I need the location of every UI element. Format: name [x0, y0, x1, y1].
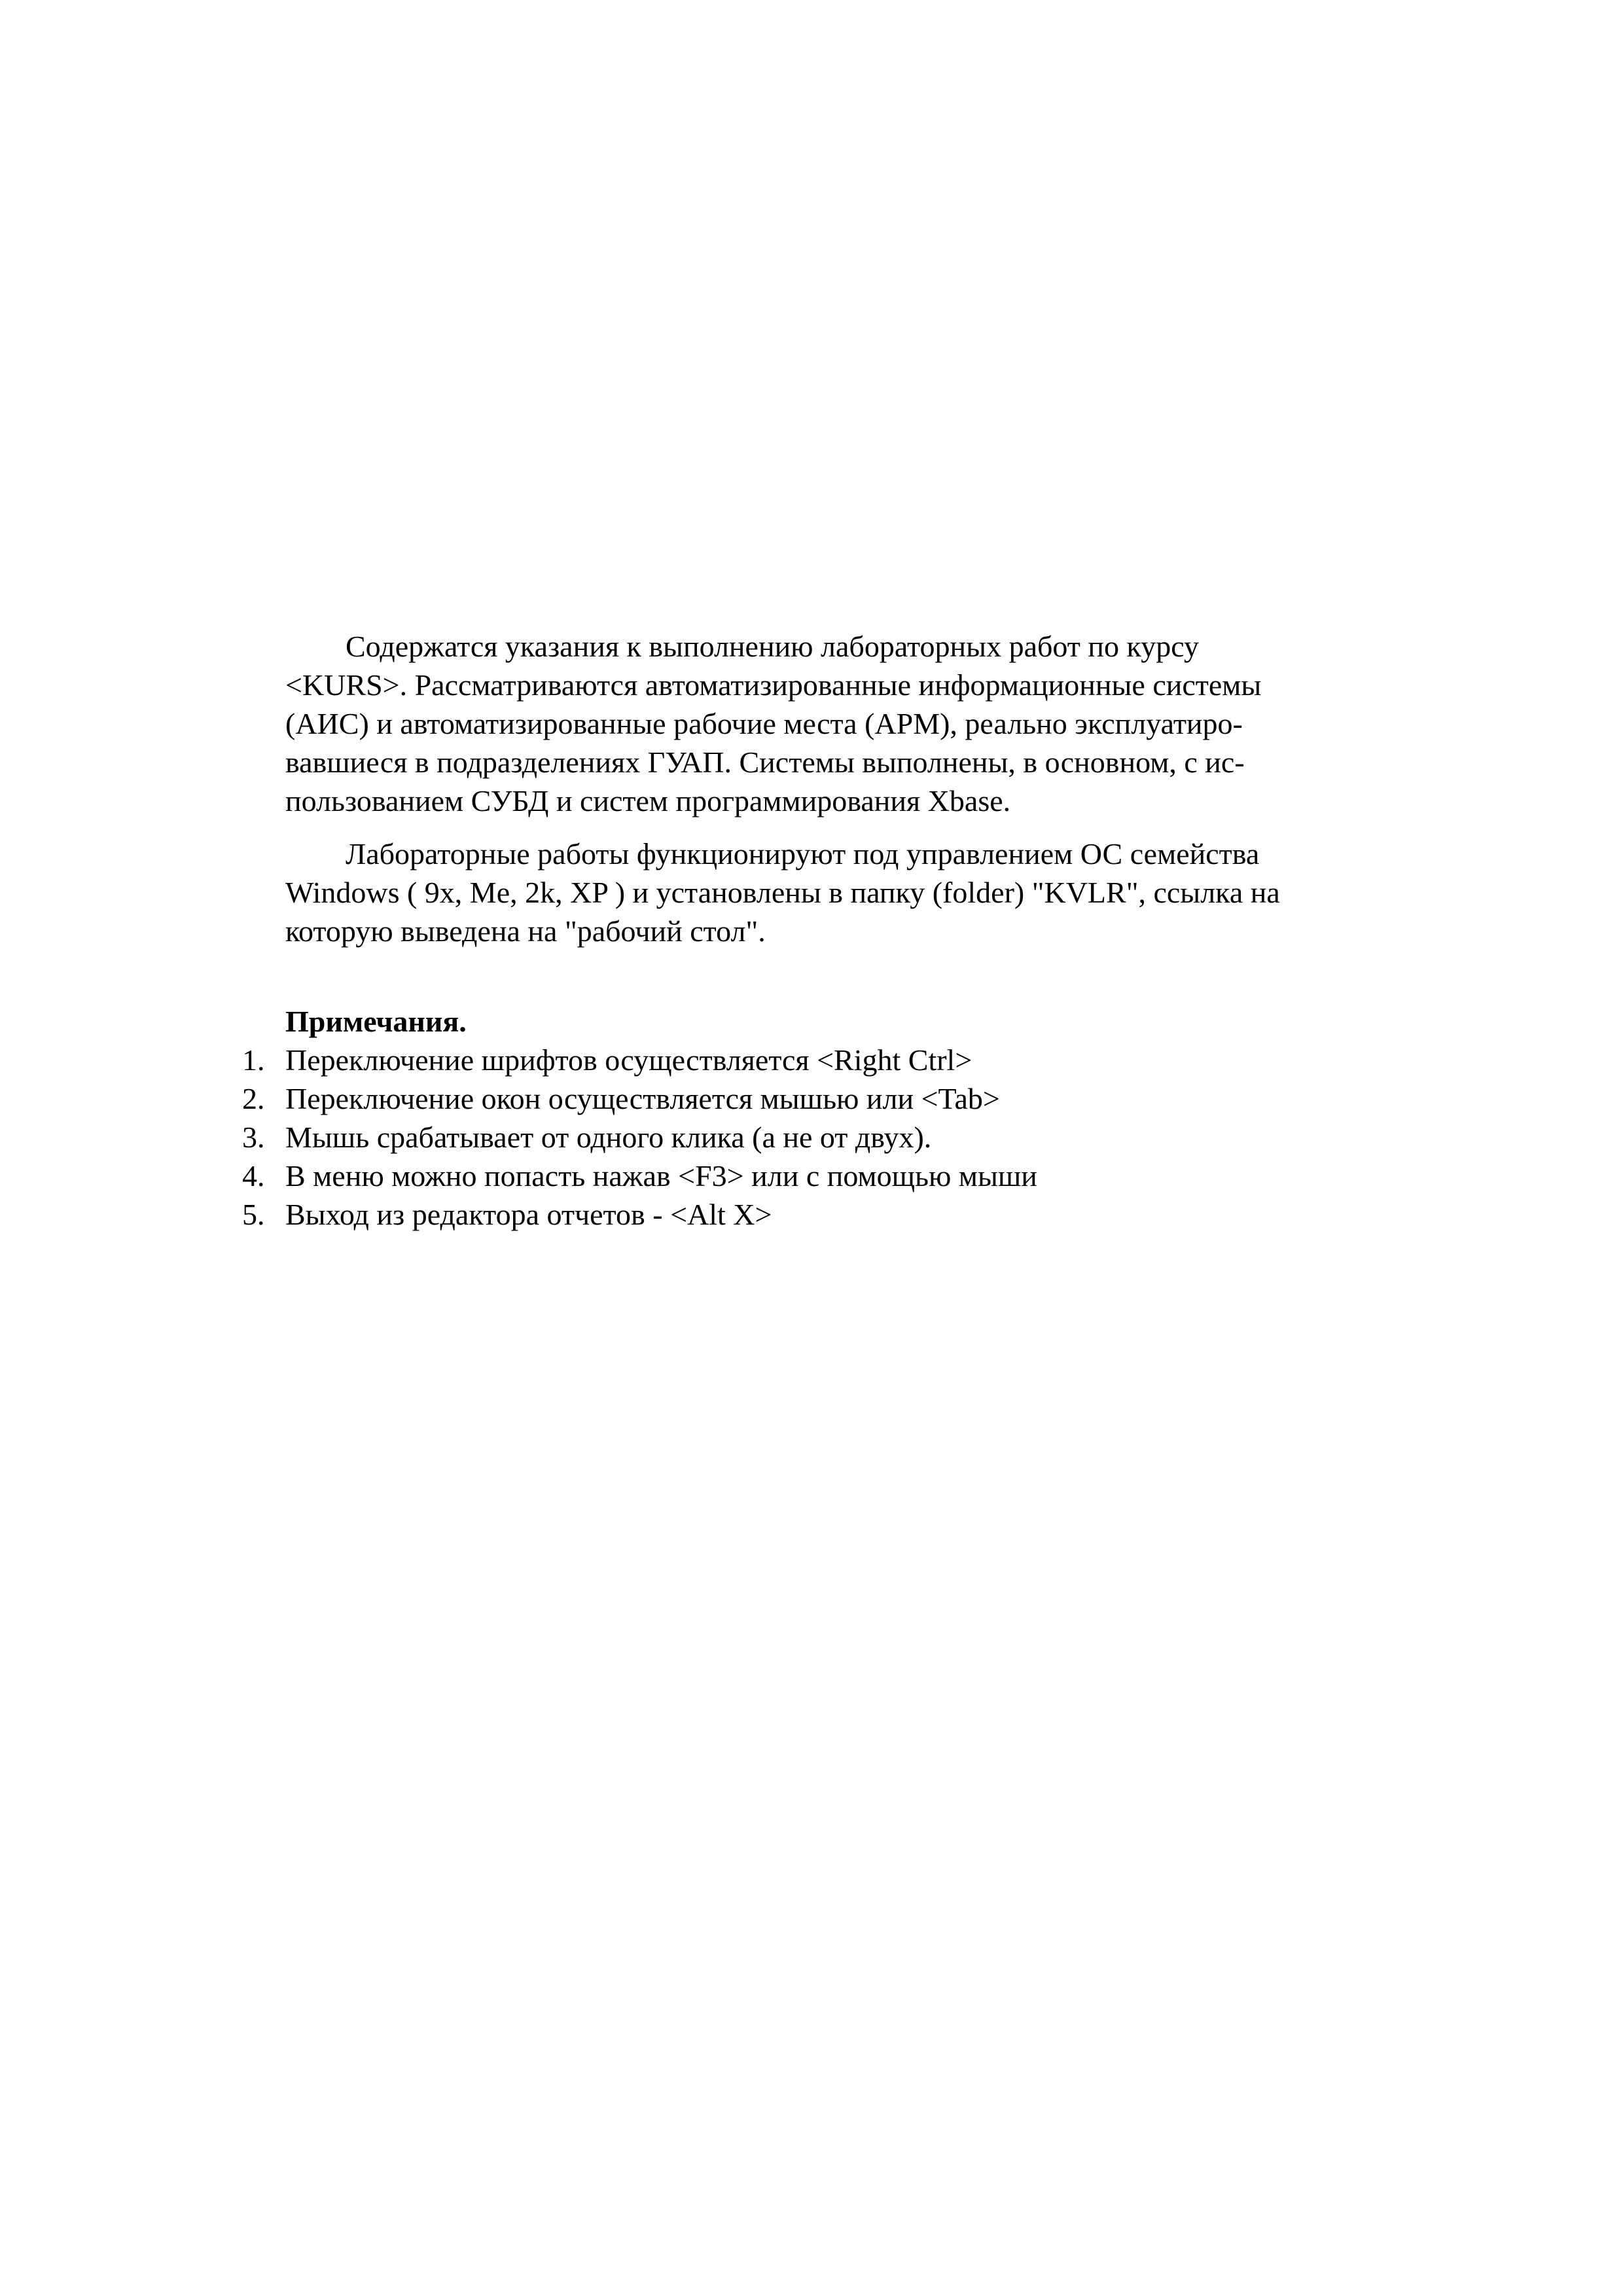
note-item [242, 1041, 1385, 1079]
note-text: Выход из редактора отчетов - <Alt X> [285, 1198, 772, 1231]
notes-title: Примечания. [285, 1005, 467, 1038]
note-item [242, 1157, 1385, 1195]
paragraph-line: вавшиеся в подразделениях ГУАП. Системы выполнены, в основном, с ис- [285, 745, 1245, 779]
note-number: 3. [242, 1121, 265, 1154]
paragraph-line: <KURS>. Рассматриваются автоматизированные информационные системы [285, 668, 1262, 702]
paragraph-line: (АИС) и автоматизированные рабочие места (АРМ), реально эксплуатиро- [285, 707, 1243, 740]
note-number: 4. [242, 1159, 265, 1193]
paragraph-line: Содержатся указания к выполнению лабораторных работ по курсу [346, 630, 1200, 663]
note-number: 2. [242, 1082, 265, 1115]
note-item [242, 1118, 1385, 1157]
paragraph-line: которую выведена на "рабочий стол". [285, 914, 766, 948]
text-block [242, 627, 1385, 1234]
paragraph-line: Лабораторные работы функционируют под управлением ОС семейства [346, 837, 1260, 870]
note-text: В меню можно попасть нажав <F3> или с помощью мыши [285, 1159, 1037, 1193]
note-item [242, 1195, 1385, 1234]
note-text: Переключение шрифтов осуществляется <Right Ctrl> [285, 1043, 972, 1077]
paragraph-line: Windows ( 9x, Me, 2k, XP ) и установлены в папку (folder) "KVLR", ссылка на [285, 876, 1280, 909]
intro-paragraph [285, 627, 1385, 820]
note-number: 1. [242, 1043, 265, 1077]
environment-paragraph [285, 834, 1385, 950]
note-item [242, 1079, 1385, 1118]
note-number: 5. [242, 1198, 265, 1231]
note-text: Мышь срабатывает от одного клика (а не от двух). [285, 1121, 932, 1154]
paragraph-line: пользованием СУБД и систем программирования Xbase. [285, 784, 1011, 817]
note-text: Переключение окон осуществляется мышью или <Tab> [285, 1082, 1000, 1115]
notes-list [242, 1041, 1385, 1234]
